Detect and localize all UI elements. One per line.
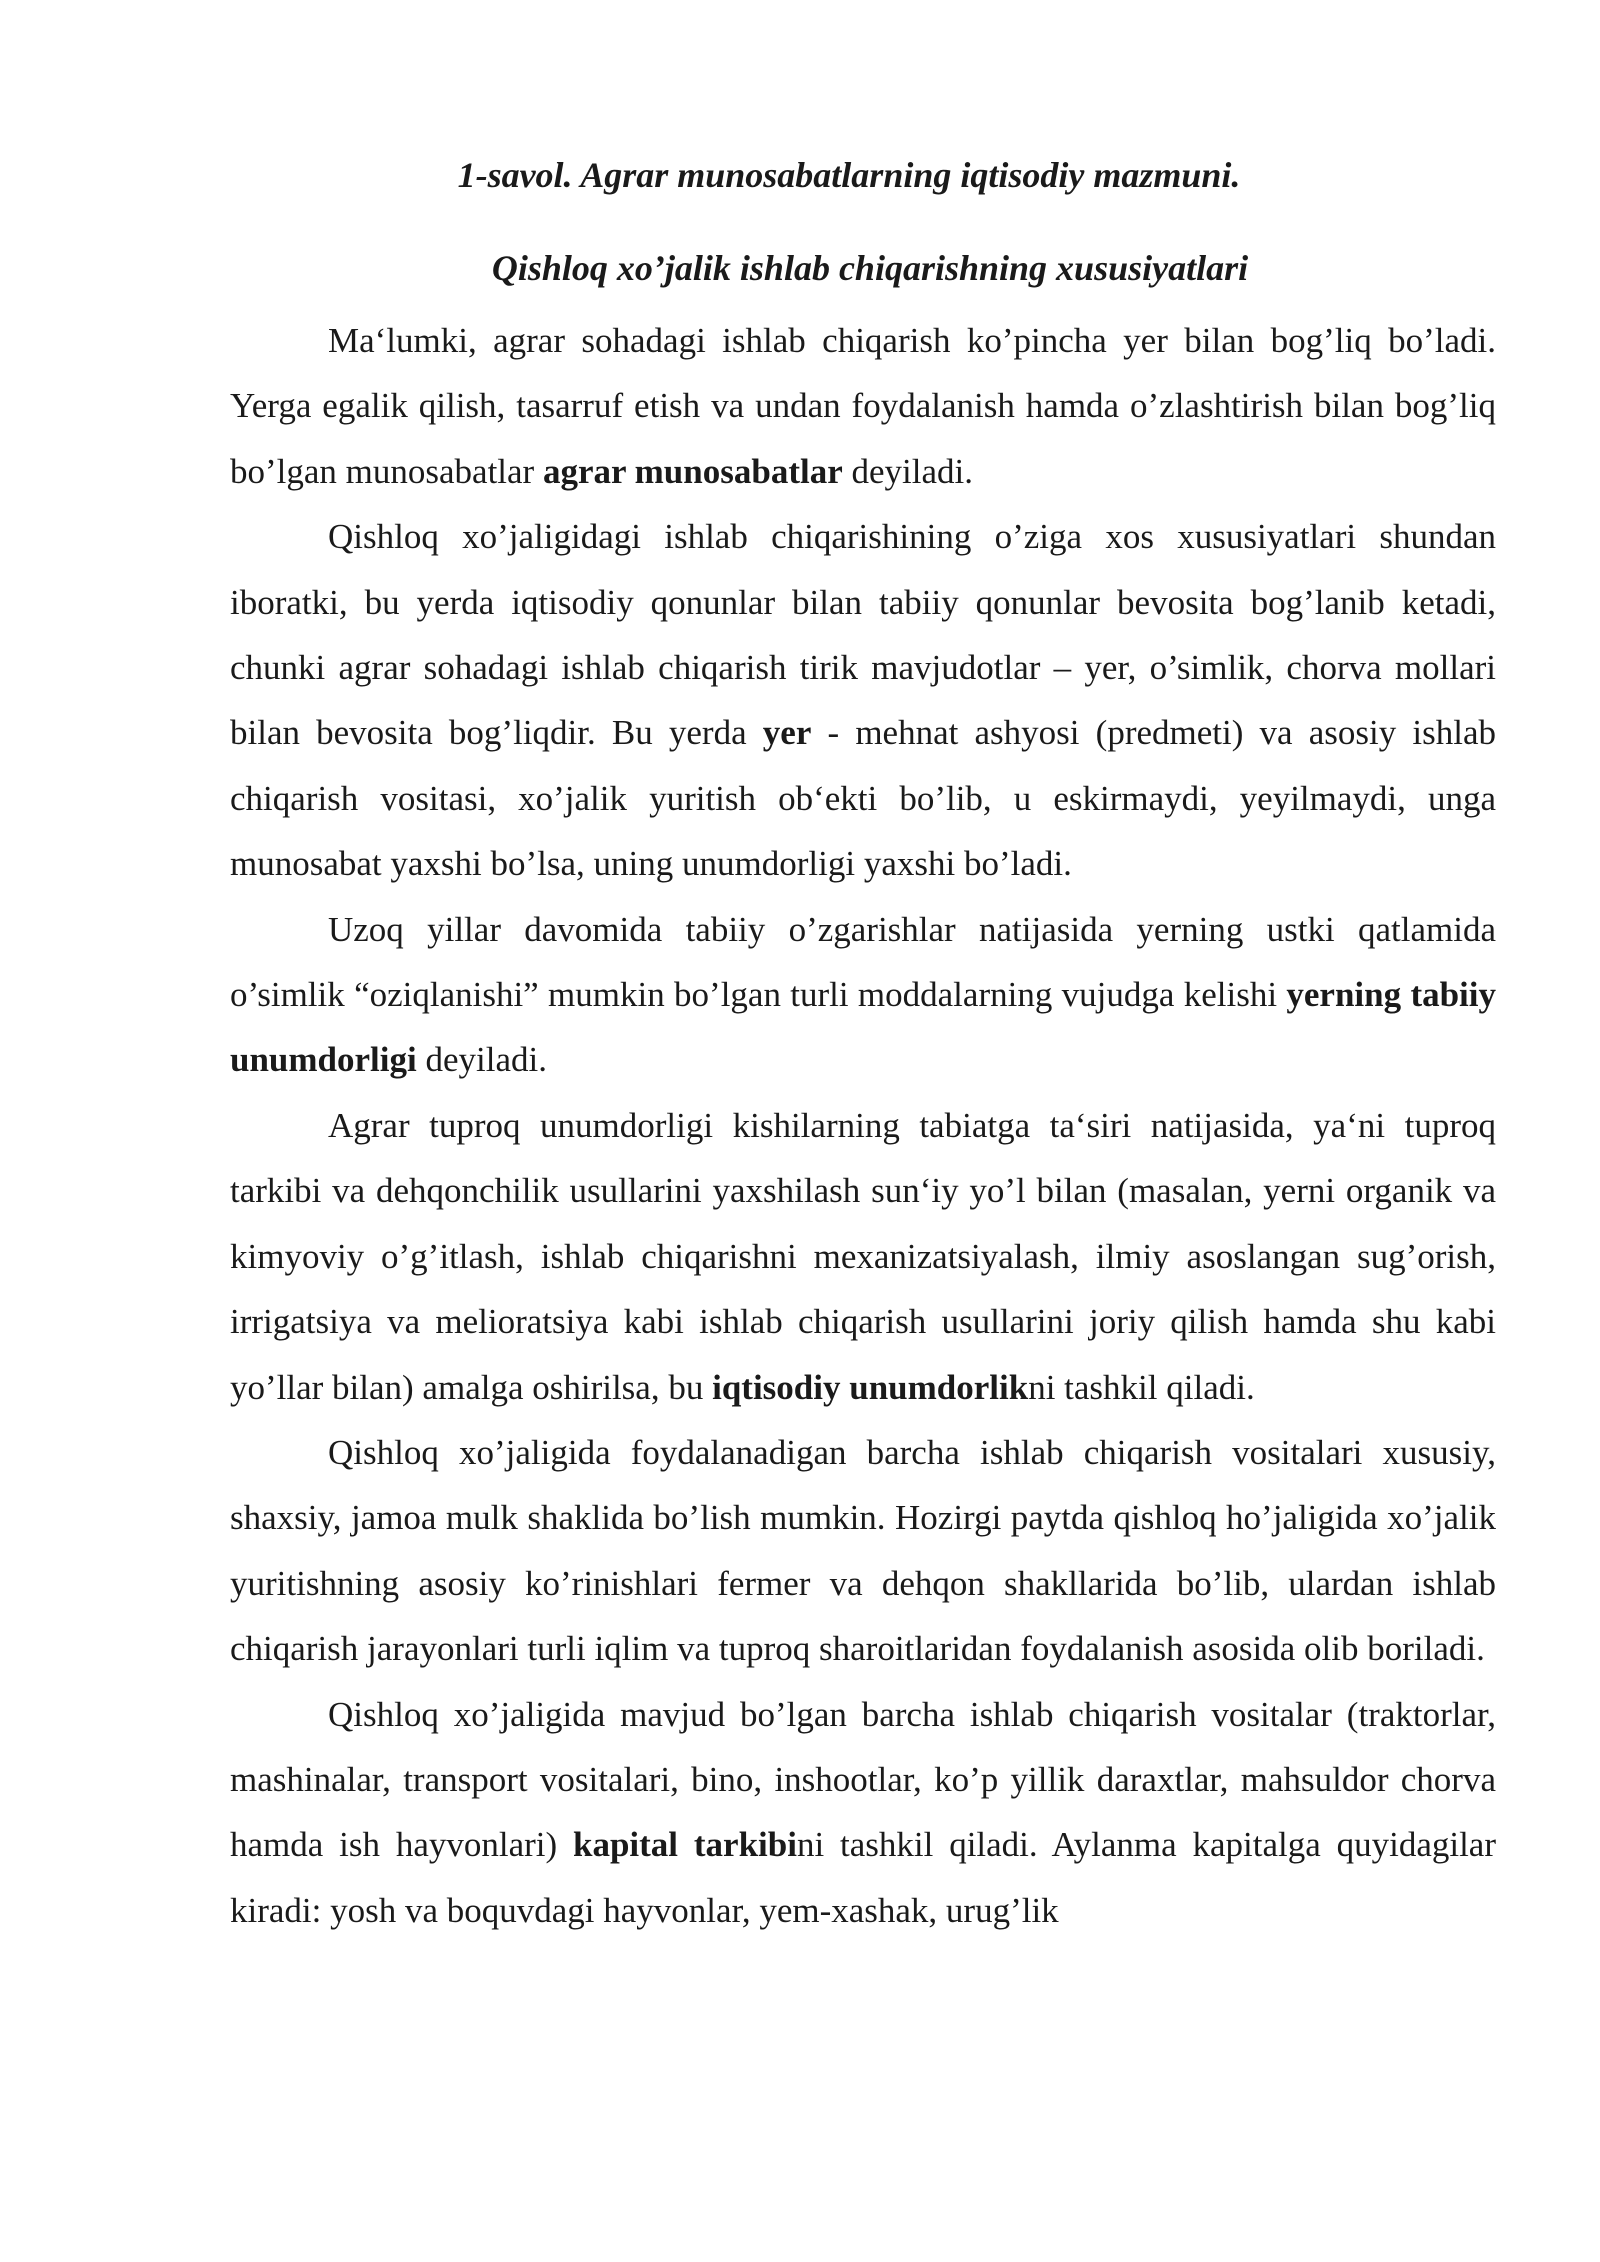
document-title: 1-savol. Agrar munosabatlarning iqtisodiy mazmuni.	[457, 155, 1241, 195]
document-body	[230, 308, 1496, 1943]
bold-term: agrar munosabatlar	[542, 451, 843, 491]
paragraph-iqtisodiy-unumdorlik	[230, 1093, 1496, 1420]
paragraph-mulk-shakllari	[230, 1420, 1496, 1682]
bold-term: kapital tarkibi	[573, 1825, 797, 1865]
bold-term: yer	[762, 713, 812, 753]
paragraph-text: Qishloq xo’jaligidagi ishlab chiqarishining o’ziga xos xususiyatlari shundan iboratki, bu yerda iqtisodiy qonunlar bilan tabiiy qonunlar bevosita bog’lanib ketadi, chunki agrar sohadagi ishlab chiqarish tirik mavjudotlar – yer, o’simlik, chorva mollari bilan bevosita bog’liqdir. Bu yerda	[230, 517, 1496, 753]
bold-term: yerning tabiiy unumdorligi	[230, 975, 1497, 1080]
paragraph-text: Agrar tuproq unumdorligi kishilarning tabiatga ta‘siri natijasida, ya‘ni tuproq tarkibi va dehqonchilik usullarini yaxshilash sun‘iy yo’l bilan (masalan, yerni organik va kimyoviy o’g’itlash, ishlab chiqarishni mexanizatsiyalash, ilmiy asoslangan sug’orish, irrigatsiya va melioratsiya kabi ishlab chiqarish usullarini joriy qilish hamda shu kabi yo’llar bilan) amalga oshirilsa, bu	[230, 1105, 1496, 1407]
paragraph-text: deyiladi.	[416, 1040, 547, 1080]
paragraph-text: - mehnat ashyosi (predmeti) va asosiy ishlab chiqarish vositasi, xo’jalik yuritish ob‘ekti bo’lib, u eskirmaydi, yeyilmaydi, unga munosabat yaxshi bo’lsa, uning unumdorligi yaxshi bo’ladi.	[230, 713, 1496, 884]
paragraph-text: ni tashkil qiladi.	[1028, 1367, 1255, 1407]
paragraph-text: Ma‘lumki, agrar sohadagi ishlab chiqarish ko’pincha yer bilan bog’liq bo’ladi. Yerga egalik qilish, tasarruf etish va undan foydalanish hamda o’zlashtirish bilan bog’liq bo’lgan munosabatlar	[230, 321, 1496, 491]
paragraph-kapital-tarkibi	[230, 1682, 1496, 1944]
document-subtitle: Qishloq xo’jalik ishlab chiqarishning xususiyatlari	[491, 248, 1249, 288]
paragraph-text: deyiladi.	[842, 451, 973, 491]
paragraph-text: Qishloq xo’jaligida foydalanadigan barcha ishlab chiqarish vositalari xususiy, shaxsiy, jamoa mulk shaklida bo’lish mumkin. Hozirgi paytda qishloq ho’jaligida xo’jalik yuritishning asosiy ko’rinishlari fermer va dehqon shakllarida bo’lib, ulardan ishlab chiqarish jarayonlari turli iqlim va tuproq sharoitlaridan foydalanish asosida olib boriladi.	[230, 1432, 1496, 1669]
paragraph-tabiiy-unumdorlik	[230, 897, 1496, 1093]
paragraph-text: Uzoq yillar davomida tabiiy o’zgarishlar natijasida yerning ustki qatlamida o’simlik “oziqlanishi” mumkin bo’lgan turli moddalarning vujudga kelishi	[230, 909, 1496, 1015]
paragraph-agrar-munosabatlar	[230, 308, 1496, 504]
bold-term: iqtisodiy unumdorlik	[712, 1367, 1029, 1407]
paragraph-xususiyatlar	[230, 504, 1496, 896]
paragraph-text: ni tashkil qiladi. Aylanma kapitalga quyidagilar kiradi: yosh va boquvdagi hayvonlar, yem-xashak, urug’lik	[230, 1825, 1496, 1930]
paragraph-text: Qishloq xo’jaligida mavjud bo’lgan barcha ishlab chiqarish vositalar (traktorlar, mashinalar, transport vositalari, bino, inshootlar, ko’p yillik daraxtlar, mahsuldor chorva hamda ish hayvonlari)	[230, 1694, 1496, 1865]
